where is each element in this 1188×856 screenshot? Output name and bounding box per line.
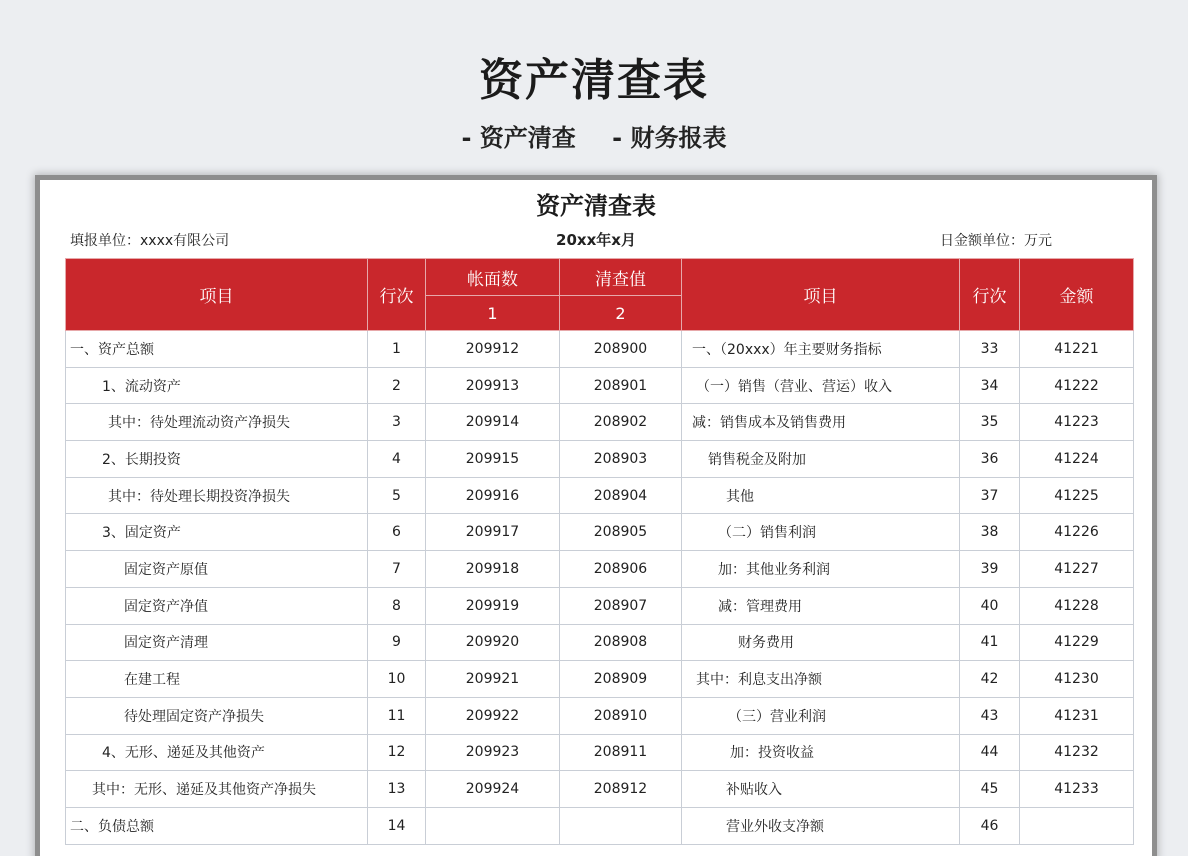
cell-amount: 41225 (1020, 477, 1134, 514)
table-row (66, 807, 1134, 844)
header-check-sub: 2 (560, 296, 682, 331)
cell-item: 3、固定资产 (66, 514, 368, 551)
hero-subtitle (0, 118, 1188, 153)
table-row (66, 771, 1134, 808)
cell-row-no-right: 34 (960, 367, 1020, 404)
cell-check-value: 208912 (560, 771, 682, 808)
header-item-right: 项目 (682, 259, 960, 331)
cell-amount: 41226 (1020, 514, 1134, 551)
cell-row-no-right: 35 (960, 404, 1020, 441)
cell-amount: 41227 (1020, 551, 1134, 588)
cell-book-value: 209921 (426, 661, 560, 698)
hero-subtitle-financial-report: - 财务报表 (612, 124, 727, 152)
cell-book-value: 209916 (426, 477, 560, 514)
cell-item: 待处理固定资产净损失 (66, 697, 368, 734)
cell-item-right: 其中：利息支出净额 (682, 661, 960, 698)
cell-item-right: 财务费用 (682, 624, 960, 661)
cell-item: 在建工程 (66, 661, 368, 698)
cell-check-value: 208900 (560, 331, 682, 368)
cell-row-no: 10 (368, 661, 426, 698)
cell-amount (1020, 807, 1134, 844)
cell-amount: 41228 (1020, 587, 1134, 624)
cell-item: 二、负债总额 (66, 807, 368, 844)
cell-item-right: 减：销售成本及销售费用 (682, 404, 960, 441)
cell-item: 一、资产总额 (66, 331, 368, 368)
cell-check-value: 208909 (560, 661, 682, 698)
cell-item: 其中：待处理流动资产净损失 (66, 404, 368, 441)
header-check-value: 清查值 (560, 259, 682, 296)
cell-book-value: 209919 (426, 587, 560, 624)
cell-item: 固定资产净值 (66, 587, 368, 624)
cell-row-no: 1 (368, 331, 426, 368)
table-row (66, 734, 1134, 771)
cell-check-value: 208908 (560, 624, 682, 661)
cell-item-right: 营业外收支净额 (682, 807, 960, 844)
cell-row-no: 9 (368, 624, 426, 661)
cell-amount: 41231 (1020, 697, 1134, 734)
cell-check-value: 208910 (560, 697, 682, 734)
header-book-value: 帐面数 (426, 259, 560, 296)
cell-item-right: 加：其他业务利润 (682, 551, 960, 588)
cell-item-right: 补贴收入 (682, 771, 960, 808)
cell-row-no: 12 (368, 734, 426, 771)
cell-row-no-right: 36 (960, 441, 1020, 478)
table-row (66, 624, 1134, 661)
cell-row-no: 4 (368, 441, 426, 478)
table-row (66, 331, 1134, 368)
hero-title: 资产清查表 (479, 55, 709, 106)
cell-item-right: 销售税金及附加 (682, 441, 960, 478)
cell-item-right: （三）营业利润 (682, 697, 960, 734)
cell-item-right: 加：投资收益 (682, 734, 960, 771)
cell-item: 1、流动资产 (66, 367, 368, 404)
cell-row-no: 14 (368, 807, 426, 844)
cell-row-no-right: 40 (960, 587, 1020, 624)
table-row (66, 587, 1134, 624)
cell-book-value: 209922 (426, 697, 560, 734)
report-date: 20xx年x月 (556, 231, 636, 249)
cell-book-value: 209924 (426, 771, 560, 808)
cell-row-no-right: 39 (960, 551, 1020, 588)
cell-check-value: 208906 (560, 551, 682, 588)
cell-row-no: 7 (368, 551, 426, 588)
sheet (40, 180, 1152, 856)
table-row (66, 441, 1134, 478)
cell-book-value: 209914 (426, 404, 560, 441)
cell-row-no-right: 42 (960, 661, 1020, 698)
cell-amount: 41232 (1020, 734, 1134, 771)
cell-item-right: 一、（20xxx）年主要财务指标 (682, 331, 960, 368)
cell-item: 4、无形、递延及其他资产 (66, 734, 368, 771)
cell-book-value: 209918 (426, 551, 560, 588)
hero-subtitle-asset-check: - 资产清查 (461, 124, 576, 152)
cell-row-no: 13 (368, 771, 426, 808)
cell-row-no: 6 (368, 514, 426, 551)
header-item: 项目 (66, 259, 368, 331)
cell-row-no-right: 41 (960, 624, 1020, 661)
header-row-no: 行次 (368, 259, 426, 331)
cell-book-value (426, 807, 560, 844)
cell-amount: 41233 (1020, 771, 1134, 808)
header-amount: 金额 (1020, 259, 1134, 331)
table-row (66, 477, 1134, 514)
cell-check-value: 208904 (560, 477, 682, 514)
header-book-sub: 1 (426, 296, 560, 331)
asset-check-table (65, 258, 1134, 845)
cell-book-value: 209915 (426, 441, 560, 478)
cell-row-no: 11 (368, 697, 426, 734)
table-row (66, 514, 1134, 551)
cell-item: 其中：无形、递延及其他资产净损失 (66, 771, 368, 808)
cell-amount: 41221 (1020, 331, 1134, 368)
cell-row-no-right: 45 (960, 771, 1020, 808)
cell-book-value: 209913 (426, 367, 560, 404)
cell-row-no-right: 44 (960, 734, 1020, 771)
table-row (66, 404, 1134, 441)
cell-item-right: （二）销售利润 (682, 514, 960, 551)
cell-item-right: 其他 (682, 477, 960, 514)
cell-check-value: 208902 (560, 404, 682, 441)
cell-book-value: 209920 (426, 624, 560, 661)
cell-row-no: 2 (368, 367, 426, 404)
cell-item: 固定资产原值 (66, 551, 368, 588)
cell-check-value (560, 807, 682, 844)
cell-row-no-right: 43 (960, 697, 1020, 734)
cell-amount: 41222 (1020, 367, 1134, 404)
reporting-unit: 填报单位：xxxx有限公司 (70, 233, 230, 249)
table-row (66, 551, 1134, 588)
cell-row-no: 3 (368, 404, 426, 441)
cell-amount: 41223 (1020, 404, 1134, 441)
cell-item: 其中：待处理长期投资净损失 (66, 477, 368, 514)
table-row (66, 697, 1134, 734)
table-row (66, 661, 1134, 698)
cell-item-right: （一）销售（营业、营运）收入 (682, 367, 960, 404)
sheet-title: 资产清查表 (536, 192, 656, 220)
cell-check-value: 208905 (560, 514, 682, 551)
cell-item-right: 减：管理费用 (682, 587, 960, 624)
cell-book-value: 209912 (426, 331, 560, 368)
cell-book-value: 209923 (426, 734, 560, 771)
table-row (66, 367, 1134, 404)
cell-amount: 41224 (1020, 441, 1134, 478)
cell-check-value: 208901 (560, 367, 682, 404)
cell-check-value: 208911 (560, 734, 682, 771)
amount-unit: 日金额单位：万元 (940, 233, 1052, 249)
cell-amount: 41229 (1020, 624, 1134, 661)
cell-check-value: 208903 (560, 441, 682, 478)
cell-check-value: 208907 (560, 587, 682, 624)
cell-row-no: 5 (368, 477, 426, 514)
cell-book-value: 209917 (426, 514, 560, 551)
cell-amount: 41230 (1020, 661, 1134, 698)
cell-row-no-right: 38 (960, 514, 1020, 551)
cell-item: 2、长期投资 (66, 441, 368, 478)
cell-row-no: 8 (368, 587, 426, 624)
cell-row-no-right: 46 (960, 807, 1020, 844)
header-row-no-right: 行次 (960, 259, 1020, 331)
cell-row-no-right: 37 (960, 477, 1020, 514)
cell-row-no-right: 33 (960, 331, 1020, 368)
cell-item: 固定资产清理 (66, 624, 368, 661)
